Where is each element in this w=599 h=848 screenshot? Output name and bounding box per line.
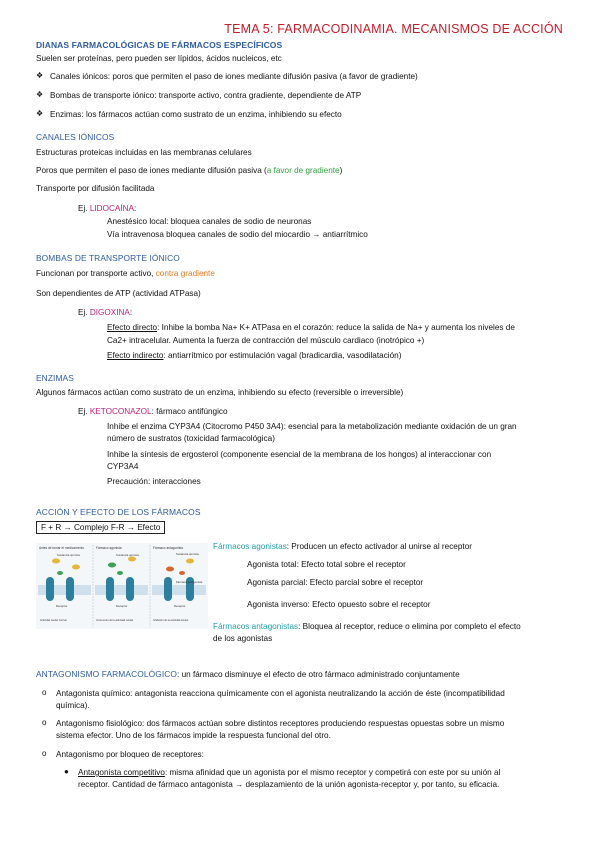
- dianas-intro: Suelen ser proteínas, pero pueden ser lípidos, ácidos nucleicos, etc: [36, 54, 282, 63]
- equation-box: F + R → Complejo F-R → Efecto: [36, 521, 165, 534]
- svg-text:Sustancia química: Sustancia química: [116, 553, 139, 557]
- ketoconazol-desc-1: Inhibe el enzima CYP3A4 (Citocromo P450 3A4): esencial para la metabolización mediante oxidación de un gran: [107, 422, 517, 431]
- svg-text:Sustancia química: Sustancia química: [57, 553, 80, 557]
- agonista-parcial: Agonista parcial: Efecto parcial sobre el receptor: [247, 578, 424, 587]
- svg-text:Fármaco antagonista: Fármaco antagonista: [153, 546, 183, 550]
- agonista-inverso: Agonista inverso: Efecto opuesto sobre el receptor: [247, 600, 431, 609]
- svg-text:Receptor: Receptor: [56, 604, 68, 608]
- circle-bullet-icon: o: [42, 718, 47, 727]
- canales-line-3: Transporte por difusión facilitada: [36, 184, 155, 193]
- dianas-item-1: Canales iónicos: poros que permiten el paso de iones mediante difusión pasiva (a favor de gradiente): [50, 72, 418, 81]
- digoxina-effect-1: Efecto directo: Inhibe la bomba Na+ K+ ATPasa en el corazón: reduce la salida de Na+ y aumenta los niveles de: [107, 323, 515, 332]
- antagonismo-item-2b: sistema efector. Uno de los fármacos impide la respuesta funcional del otro.: [56, 731, 331, 740]
- heading-accion: ACCIÓN Y EFECTO DE LOS FÁRMACOS: [36, 507, 201, 517]
- svg-text:Receptor: Receptor: [116, 604, 128, 608]
- page-title: TEMA 5: FARMACODINAMIA. MECANISMOS DE ACCIÓN: [224, 22, 563, 36]
- heading-dianas: DIANAS FARMACOLÓGICAS DE FÁRMACOS ESPECÍFICOS: [36, 40, 283, 50]
- heading-enzimas: ENZIMAS: [36, 373, 74, 383]
- antagonismo-item-2: Antagonismo fisiológico: dos fármacos actúan sobre distintos receptores produciendo respuestas opuestas sobre un mismo: [56, 719, 505, 728]
- agonista-total: Agonista total: Efecto total sobre el receptor: [247, 560, 406, 569]
- ketoconazol-label: Ej. KETOCONAZOL: fármaco antifúngico: [78, 407, 228, 416]
- bombas-line-2: Son dependientes de ATP (actividad ATPasa): [36, 289, 201, 298]
- lidocaina-label: Ej. LIDOCAÍNA:: [78, 204, 137, 213]
- ketoconazol-desc-3: Precaución: interacciones: [107, 477, 201, 486]
- svg-text:Actividad celular normal: Actividad celular normal: [40, 619, 67, 622]
- canales-line-1: Estructuras proteicas incluidas en las membranas celulares: [36, 148, 252, 157]
- ketoconazol-desc-1b: número de sustratos (toxicidad farmacológica): [107, 434, 275, 443]
- heading-canales: CANALES IÓNICOS: [36, 132, 115, 142]
- svg-text:Fármaco antagonista: Fármaco antagonista: [176, 580, 203, 584]
- diamond-bullet-icon: ❖: [36, 109, 44, 118]
- circle-bullet-icon: o: [42, 749, 47, 758]
- diamond-bullet-icon: ❖: [36, 71, 44, 80]
- antagonismo-item-1: Antagonista químico: antagonista reacciona químicamente con el agonista neutralizando la acción de éste (incompatibilidad: [56, 689, 505, 698]
- lidocaina-desc-2: Vía intravenosa bloquea canales de sodio del miocardio → antiarrítmico: [107, 230, 368, 239]
- antagonismo-item-3: Antagonismo por bloqueo de receptores:: [56, 750, 204, 759]
- svg-text:Antes de tomar el medicamento: Antes de tomar el medicamento: [39, 546, 85, 550]
- digoxina-effect-2: Efecto indirecto: antiarrítmico por estimulación vagal (bradicardia, vasodilatación): [107, 351, 402, 360]
- receptor-figure: [36, 543, 208, 629]
- svg-text:Sustancia química: Sustancia química: [176, 552, 199, 556]
- svg-text:Receptor: Receptor: [174, 604, 186, 608]
- competitivo-line-1: Antagonista competitivo: misma afinidad que un agonista por el mismo receptor y competirá con este por su unión al: [78, 768, 501, 777]
- circle-bullet-icon: o: [42, 688, 47, 697]
- lidocaina-desc-1: Anestésico local: bloquea canales de sodio de neuronas: [107, 217, 312, 226]
- diamond-bullet-icon: ❖: [36, 90, 44, 99]
- canales-line-2: Poros que permiten el paso de iones mediante difusión pasiva (a favor de gradiente): [36, 166, 343, 175]
- digoxina-effect-1b: Ca2+ intracelular. Aumenta la fuerza de contracción del músculo cardiaco (inotrópico +): [107, 336, 425, 345]
- antagonismo-item-1b: química).: [56, 701, 90, 710]
- svg-text:Inhibición de la actividad cel: Inhibición de la actividad celular: [153, 619, 189, 622]
- bombas-line-1: Funcionan por transporte activo, contra gradiente: [36, 269, 215, 278]
- heading-bombas: BOMBAS DE TRANSPORTE IÓNICO: [36, 253, 180, 263]
- ketoconazol-desc-2b: CYP3A4: [107, 462, 139, 471]
- antagonistas-line-2: de los agonistas: [213, 634, 273, 643]
- competitivo-line-2: receptor. Cantidad de fármaco antagonista → desplazamiento de la unión agonista-receptor y, por tanto, su eficacia.: [78, 780, 500, 789]
- svg-text:Incremento de la actividad cel: Incremento de la actividad celular: [96, 619, 134, 622]
- dot-bullet-icon: ●: [64, 767, 69, 776]
- antagonismo-heading-line: ANTAGONISMO FARMACOLÓGICO: un fármaco disminuye el efecto de otro fármaco administrado conjuntamente: [36, 669, 460, 679]
- dianas-item-2: Bombas de transporte iónico: transporte activo, contra gradiente, dependiente de ATP: [50, 91, 362, 100]
- enzimas-line-1: Algunos fármacos actúan como sustrato de un enzima, inhibiendo su efecto (reversible o irreversible): [36, 388, 404, 397]
- svg-text:Fármaco agonista: Fármaco agonista: [96, 546, 122, 550]
- digoxina-label: Ej. DIGOXINA:: [78, 308, 133, 317]
- dianas-item-3: Enzimas: los fármacos actúan como sustrato de un enzima, inhibiendo su efecto: [50, 110, 342, 119]
- agonistas-line: Fármacos agonistas: Producen un efecto activador al unirse al receptor: [213, 542, 472, 551]
- ketoconazol-desc-2: Inhibe la síntesis de ergosterol (componente esencial de la membrana de los hongos) al interaccionar con: [107, 450, 492, 459]
- antagonistas-line: Fármacos antagonistas: Bloquea al receptor, reduce o elimina por completo el efecto: [213, 622, 521, 631]
